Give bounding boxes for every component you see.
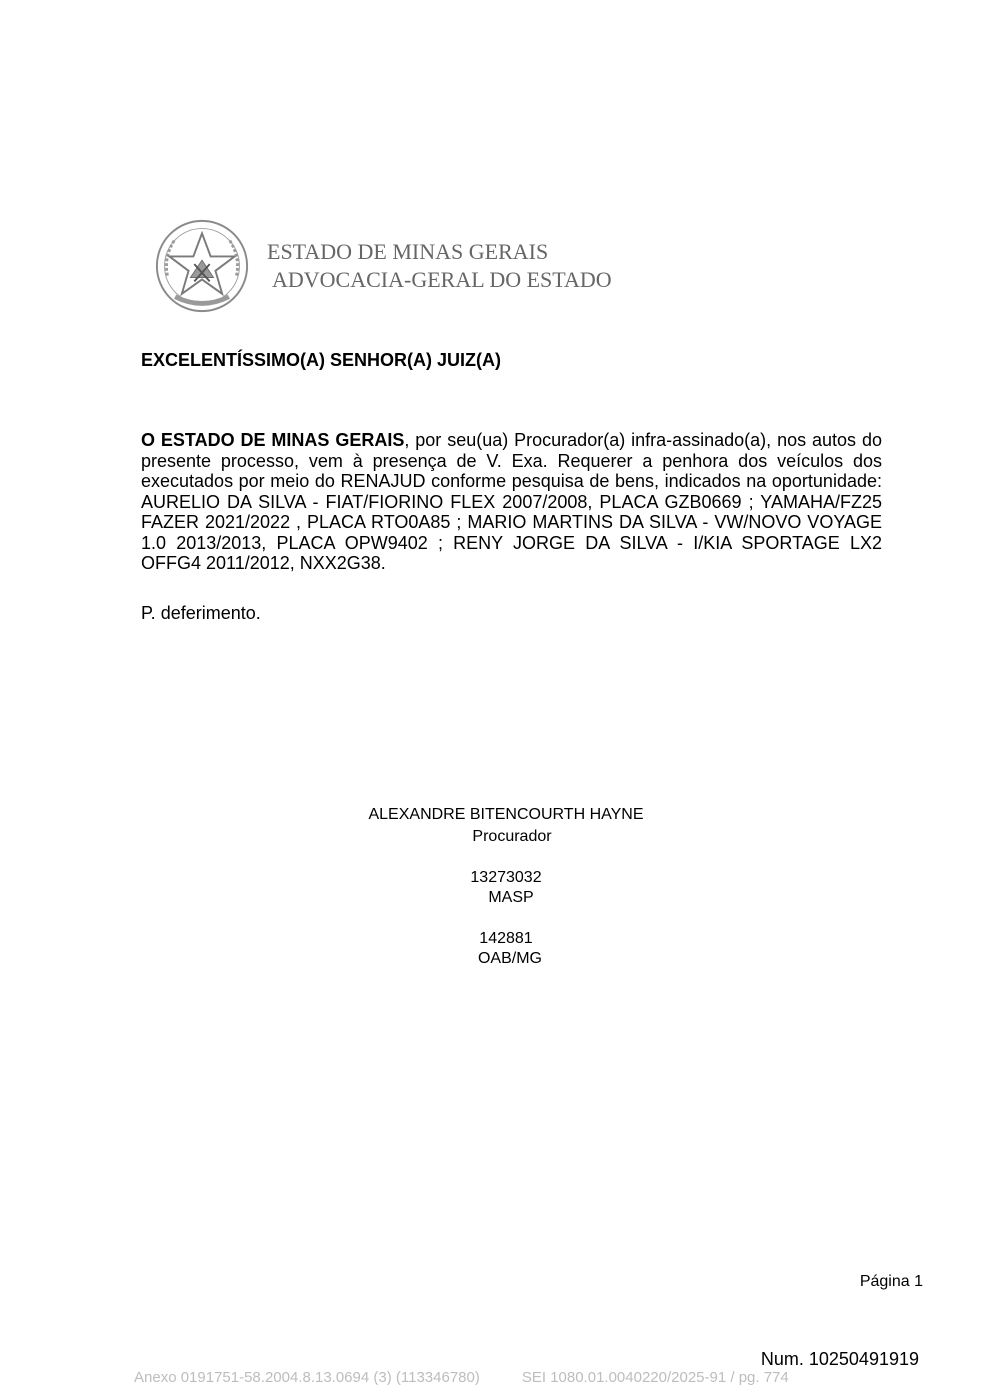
masp-number: 13273032: [470, 869, 542, 886]
addressee: EXCELENTÍSSIMO(A) SENHOR(A) JUIZ(A): [141, 350, 501, 370]
letterhead-agency: ADVOCACIA-GERAL DO ESTADO: [272, 267, 612, 292]
signer-role: Procurador: [472, 828, 552, 845]
petition-body: [141, 430, 882, 574]
signer-name: ALEXANDRE BITENCOURTH HAYNE: [368, 806, 644, 823]
document-number: Num. 10250491919: [760, 1349, 919, 1369]
annex-reference: Anexo 0191751-58.2004.8.13.0694 (3) (113346780): [134, 1369, 480, 1386]
letterhead: [267, 238, 612, 294]
closing-phrase: P. deferimento.: [141, 603, 261, 623]
oab-label: OAB/MG: [477, 950, 542, 967]
annex-stamp: [134, 1369, 789, 1386]
petition-text: , por seu(ua) Procurador(a) infra-assinado(a), nos autos do presente processo, vem à presença de V. Exa. Requerer a penhora dos veículos dos executados por meio do RENAJUD conforme pesquisa de bens, indicados na oportunidade: AURELIO DA SILVA - FIAT/FIORINO FLEX 2007/2008, PLACA GZB0669 ; YAMAHA/FZ25 FAZER 2021/2022 , PLACA RTO0A85 ; MARIO MARTINS DA SILVA - VW/NOVO VOYAGE 1.0 2013/2013, PLACA OPW9402 ; RENY JORGE DA SILVA - I/KIA SPORTAGE LX2 OFFG4 2011/2012, NXX2G38.: [141, 430, 882, 573]
state-seal-icon: [154, 218, 250, 314]
masp-label: MASP: [488, 889, 534, 906]
letterhead-state: ESTADO DE MINAS GERAIS: [267, 239, 549, 264]
oab-number: 142881: [479, 930, 533, 947]
page-number: Página 1: [859, 1273, 923, 1290]
sei-reference: SEI 1080.01.0040220/2025-91 / pg. 774: [521, 1369, 789, 1386]
petition-lead: O ESTADO DE MINAS GERAIS: [141, 430, 405, 450]
